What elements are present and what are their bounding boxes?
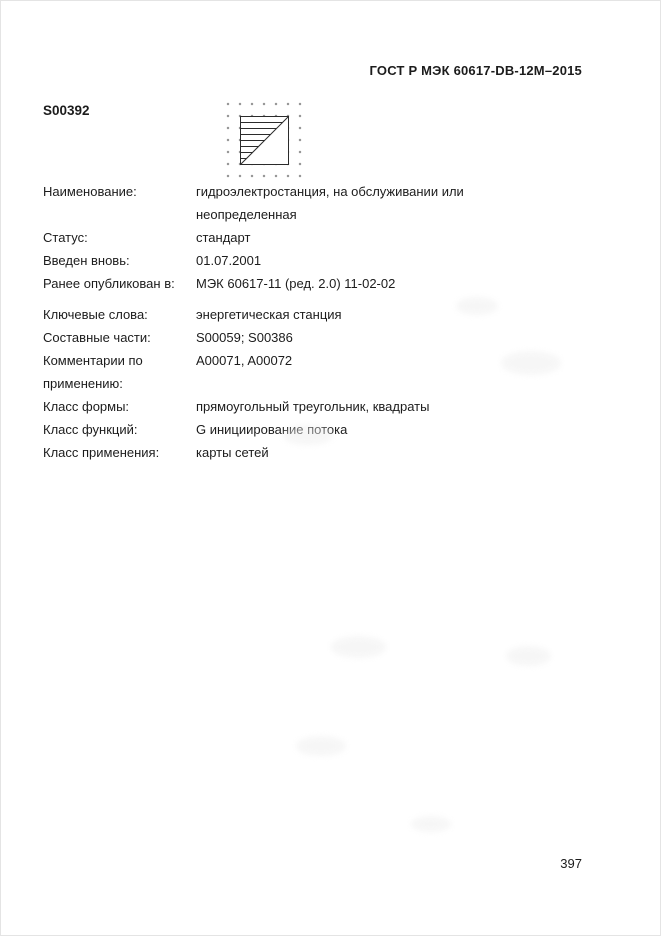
field-label: Составные части: (43, 330, 151, 345)
hydroelectric-station-symbol-icon (222, 98, 308, 186)
field-label: Наименование: (43, 184, 137, 199)
field-label: Статус: (43, 230, 88, 245)
field-component-parts (43, 326, 628, 349)
scan-smudge (331, 636, 386, 658)
page-number: 397 (560, 856, 582, 871)
field-label: Введен вновь: (43, 253, 130, 268)
field-keywords (43, 303, 628, 326)
symbol-id: S00392 (43, 103, 90, 118)
field-value: карты сетей (196, 445, 269, 460)
field-value: прямоугольный треугольник, квадраты (196, 399, 430, 414)
field-application-comments (43, 349, 628, 395)
field-value: 01.07.2001 (196, 253, 262, 268)
field-label: Класс применения: (43, 445, 160, 460)
field-value: S00059; S00386 (196, 330, 293, 345)
field-value: гидроэлектростанция, на обслуживании или неопределенная (196, 184, 464, 222)
scan-smudge (296, 736, 346, 756)
field-label: Класс формы: (43, 399, 130, 414)
field-reintroduced (43, 249, 628, 272)
field-function-class (43, 418, 628, 441)
field-previously-published (43, 272, 628, 295)
field-label: Ранее опубликован в: (43, 276, 175, 291)
field-label: Класс функций: (43, 422, 138, 437)
field-value: стандарт (196, 230, 251, 245)
scan-smudge (411, 816, 451, 832)
field-label: Ключевые слова: (43, 307, 148, 322)
field-status (43, 226, 628, 249)
symbol-fields (43, 180, 628, 464)
scan-smudge (506, 646, 551, 666)
field-value: МЭК 60617-11 (ред. 2.0) 11-02-02 (196, 276, 396, 291)
field-value: энергетическая станция (196, 307, 342, 322)
field-application-class (43, 441, 628, 464)
field-value: A00071, A00072 (196, 353, 293, 368)
field-name (43, 180, 628, 226)
field-label: Комментарии по применению: (43, 353, 143, 391)
field-shape-class (43, 395, 628, 418)
field-value: G инициирование потока (196, 422, 348, 437)
document-title: ГОСТ Р МЭК 60617-DB-12M–2015 (369, 63, 582, 78)
